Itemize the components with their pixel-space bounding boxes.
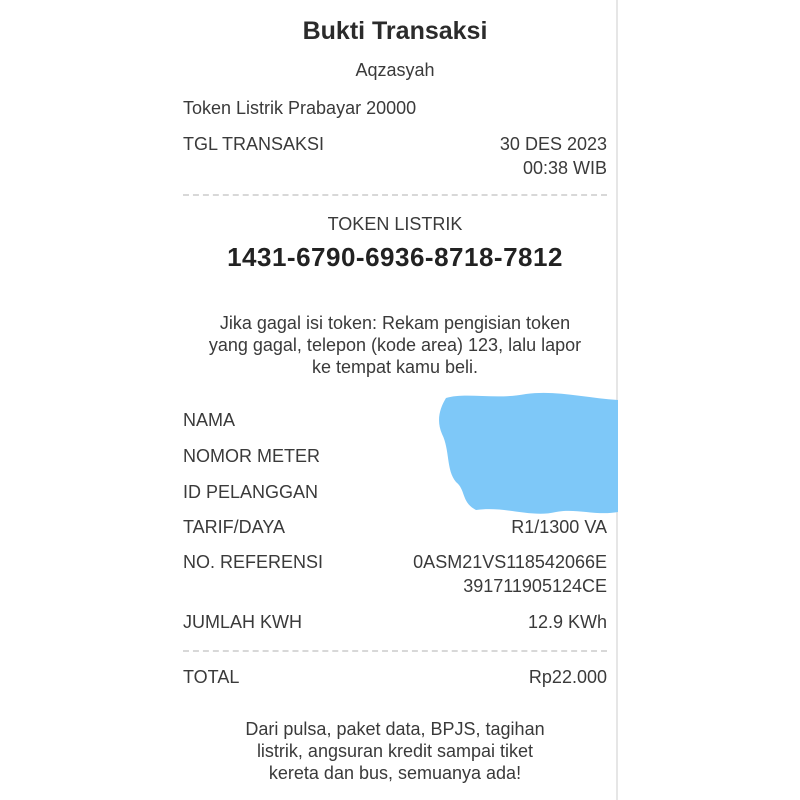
tarif-label: TARIF/DAYA — [183, 517, 286, 537]
failure-note-line: yang gagal, telepon (kode area) 123, lalu lapor — [208, 335, 582, 355]
divider — [183, 194, 607, 196]
id-pelanggan-label: ID PELANGGAN — [183, 482, 319, 502]
receipt-title: Bukti Transaksi — [302, 17, 488, 45]
tarif-value: R1/1300 VA — [511, 517, 607, 537]
promo-footer-line: kereta dan bus, semuanya ada! — [268, 763, 522, 783]
failure-note-line: Jika gagal isi token: Rekam pengisian token — [219, 313, 571, 333]
redaction-scribble — [436, 390, 618, 518]
referensi-value-line2: 391711905124CE — [463, 576, 607, 596]
transaction-time-value: 00:38 WIB — [522, 158, 607, 178]
total-label: TOTAL — [183, 667, 240, 687]
product-name: Token Listrik Prabayar 20000 — [183, 98, 417, 118]
total-value: Rp22.000 — [528, 667, 607, 687]
referensi-value-line1: 0ASM21VS118542066E — [413, 552, 607, 572]
transaction-date-label: TGL TRANSAKSI — [183, 134, 325, 154]
token-number[interactable]: 1431-6790-6936-8718-7812 — [227, 242, 563, 272]
token-label: TOKEN LISTRIK — [327, 214, 463, 234]
kwh-value: 12.9 KWh — [527, 612, 607, 632]
nama-label: NAMA — [183, 410, 236, 430]
kwh-label: JUMLAH KWH — [183, 612, 303, 632]
redaction-shape — [439, 393, 618, 514]
failure-note — [183, 312, 607, 378]
store-name: Aqzasyah — [355, 60, 435, 80]
failure-note-line: ke tempat kamu beli. — [311, 357, 479, 377]
divider — [183, 650, 607, 652]
nomor-meter-label: NOMOR METER — [183, 446, 320, 466]
transaction-date-value: 30 DES 2023 — [499, 134, 607, 154]
promo-footer-line: Dari pulsa, paket data, BPJS, tagihan — [245, 719, 545, 739]
referensi-label: NO. REFERENSI — [183, 552, 324, 572]
promo-footer-line: listrik, angsuran kredit sampai tiket — [256, 741, 534, 761]
promo-footer — [183, 718, 607, 784]
